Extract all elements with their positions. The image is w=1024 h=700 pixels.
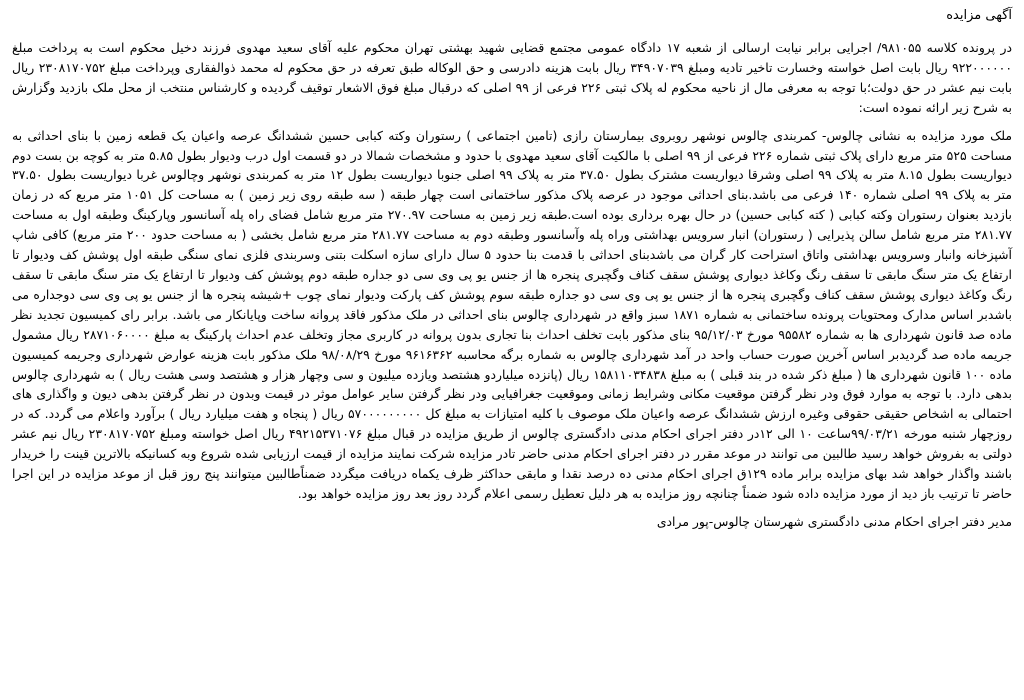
notice-title: آگهی مزایده — [946, 8, 1012, 23]
case-paragraph: در پرونده کلاسه ۹۸۱۰۵۵/ اجرایی برابر نیابت ارسالی از شعبه ۱۷ دادگاه عمومی مجتمع قضایی شهید بهشتی تهران محکوم علیه آقای سعید مهدوی فرزند دخیل محکوم است به پرداخت مبلغ ۹۲۲۰۰۰۰۰۰ ریال بابت اصل خواسته وخسارت تاخیر تادیه ومبلغ ۳۴۹۰۷۰۳۹ ریال بابت هزینه دادرسی و حق الوکاله طبق تعرفه در حق محکوم له محمد ذوالفقاری وپرداخت مبلغ ۲۳۰۸۱۷۰۷۵۲ ریال بابت نیم عشر در حق دولت؛با توجه به معرفی مال از ناحیه محکوم له پلاک ثبتی ۲۲۶ فرعی از ۹۹ اصلی که درقبال مبلغ فوق الاشعار توقیف گردیده و کارشناس منتخب از محل ملک بازدید وگزارش به شرح زیر ارائه نموده است: — [12, 40, 1012, 115]
property-description-paragraph: ملک مورد مزایده به نشانی چالوس- کمربندی چالوس نوشهر روبروی بیمارستان رازی (تامین اجتماعی ) رستوران وکته کبابی حسین ششدانگ عرصه واعیان یک قطعه زمین با بنای احداثی به مساحت ۵۲۵ متر مربع دارای پلاک ثبتی شماره ۲۲۶ فرعی از ۹۹ اصلی با مالکیت آقای سعید مهدوی با حدود و مشخصات شمالا در دو قسمت اول درب ودیوار بطول ۵.۸۵ متر به کوچه بن بست دوم دیواریست بطول ۸.۱۵ متر به پلاک ۹۹ اصلی وشرقا دیواریست مشترک بطول ۳۷.۵۰ متر به پلاک ۹۹ اصلی جنوبا دیواریست بطول ۱۲ متر به کمربندی نوشهر وچالوس غربا دیواریست بطول ۳۷.۵۰ متر به پلاک ۹۹ اصلی شماره ۱۴۰ فرعی می باشد.بنای احداثی موجود در عرصه پلاک مذکور ساختمانی است چهار طبقه ( سه طبقه روی زیر زمین ) به مساحت کل ۱۰۵۱ متر مربع که در زمان بازدید بعنوان رستوران وکته کبابی ( کته کبابی حسین) در حال بهره برداری بوده است.طبقه زیر زمین به مساحت ۲۷۰.۹۷ متر مربع شامل فضای راه پله آسانسور وپارکینگ وطبقه اول به مساحت ۲۸۱.۷۷ متر مربع شامل سالن پذیرایی ( رستوران) انبار سرویس بهداشتی وراه پله وآسانسور وطبقه دوم به مساحت ۲۸۱.۷۷ متر مربع شامل بخشی ( به مساحت حدود ۲۰۰ متر مربع) کافی شاپ آشپزخانه وانبار وسرویس بهداشتی واتاق استراحت کار گران می باشدبنای احداثی با قدمت بنا حدود ۵ سال دارای سازه اسکلت بتنی وسربندی فلزی نمای سنگی طبقه اول پوشش کف ودیوار تا ارتفاع یک متر سنگ مابقی تا سقف رنگ وکاغذ دیواری پوشش سقف کناف وگچبری پنجره ها از جنس یو پی وی سی دو جداره طبقه دوم پوشش کف ودیوار تا ارتفاع یک متر سنگ مابقی تا سقف رنگ وکاغذ دیواری پوشش سقف کناف وگچبری پنجره ها از جنس یو پی وی سی دو جداره طبقه سوم پوشش کف پارکت ودیوار نمای چوب +شیشه پنجره ها از جنس یو پی وی سی دوجداره می باشدبر اساس مدارک ومحتویات پرونده ساختمانی به شماره ۱۸۷۱ سبز واقع در شهرداری چالوس بنای احداثی در ملک مذکور فاقد پروانه ساخت وپایانکار می باشد. برابر رای کمیسیون تجدید نظر ماده صد قانون شهرداری ها به شماره ۹۵۵۸۲ مورخ ۹۵/۱۲/۰۳ بنای مذکور بابت تخلف احداث بنا تجاری بدون پروانه در کاربری مجاز وتخلف عدم احداث پارکینگ به مبلغ ۲۸۷۱۰۶۰۰۰۰ ریال مشمول جریمه ماده صد گردیدبر اساس آخرین صورت حساب واحد در آمد شهرداری چالوس به شماره برگه محاسبه ۹۶۱۶۳۶۲ مورخ ۹۸/۰۸/۲۹ ملک مذکور بابت هزینه عوارض شهرداری وجریمه کمیسیون ماده ۱۰۰ قانون شهرداری ها ( مبلغ ذکر شده در بند قبلی ) به مبلغ ۱۵۸۱۱۰۳۴۸۳۸ ریال (پانزده میلیاردو هشتصد ویازده میلیون و سی وچهار هزار و هشتصد وسی هشت ریال ) به شهرداری چالوس بدهی دارد. با توجه به موارد فوق ودر نظر گرفتن موقعیت مکانی وشرایط زمانی وموقعیت جغرافیایی ودر نظر گرفتن سایر عوامل موثر در قیمت وبدون در نظر گرفتن بدهی دیون و واگذاری های احتمالی به اشخاص حقیقی حقوقی وغیره ارزش ششدانگ عرصه واعیان ملک موصوف با کلیه امتیازات به مبلغ کل ۵۷۰۰۰۰۰۰۰۰۰ ریال ( پنجاه و هفت میلیارد ریال ) برآورد واعلام می گردد. که در روزچهار شنبه مورخه ۹۹/۰۳/۲۱ساعت ۱۰ الی ۱۲در دفتر اجرای احکام مدنی دادگستری چالوس از طریق مزایده در قبال مبلغ ۴۹۲۱۵۳۷۱۰۷۶ ریال اصل خواسته ومبلغ ۲۳۰۸۱۷۰۷۵۲ ریال نیم عشر دولتی به بفروش خواهد رسید طالبین می توانند در موعد مقرر در دفتر اجرای احکام مدنی حاضر تادر مزایده شرکت نمایند مزایده از قیمت ارزیابی شده شروع وبه کسانیکه بالاترین قینت را خریدار باشند واگذار خواهد شد بهای مزایده برابر ماده ۱۲۹ق اجرای احکام مدنی ده درصد نقدا و مابقی حداکثر ظرف یکماه دریافت میگردد ضمناًطالبین میتوانند پنج روز قبل از موعد مزایده در این اجرا حاضر تا ترتیب باز دید از مورد مزایده داده شود ضمناً چنانچه روز مزایده به هر دلیل تعطیل رسمی اعلام گردد روز بعد روز مزایده خواهد بود. — [12, 127, 1013, 501]
signature-line: مدیر دفتر اجرای احکام مدنی دادگستری شهرستان چالوس-پور مرادی — [656, 513, 1012, 529]
